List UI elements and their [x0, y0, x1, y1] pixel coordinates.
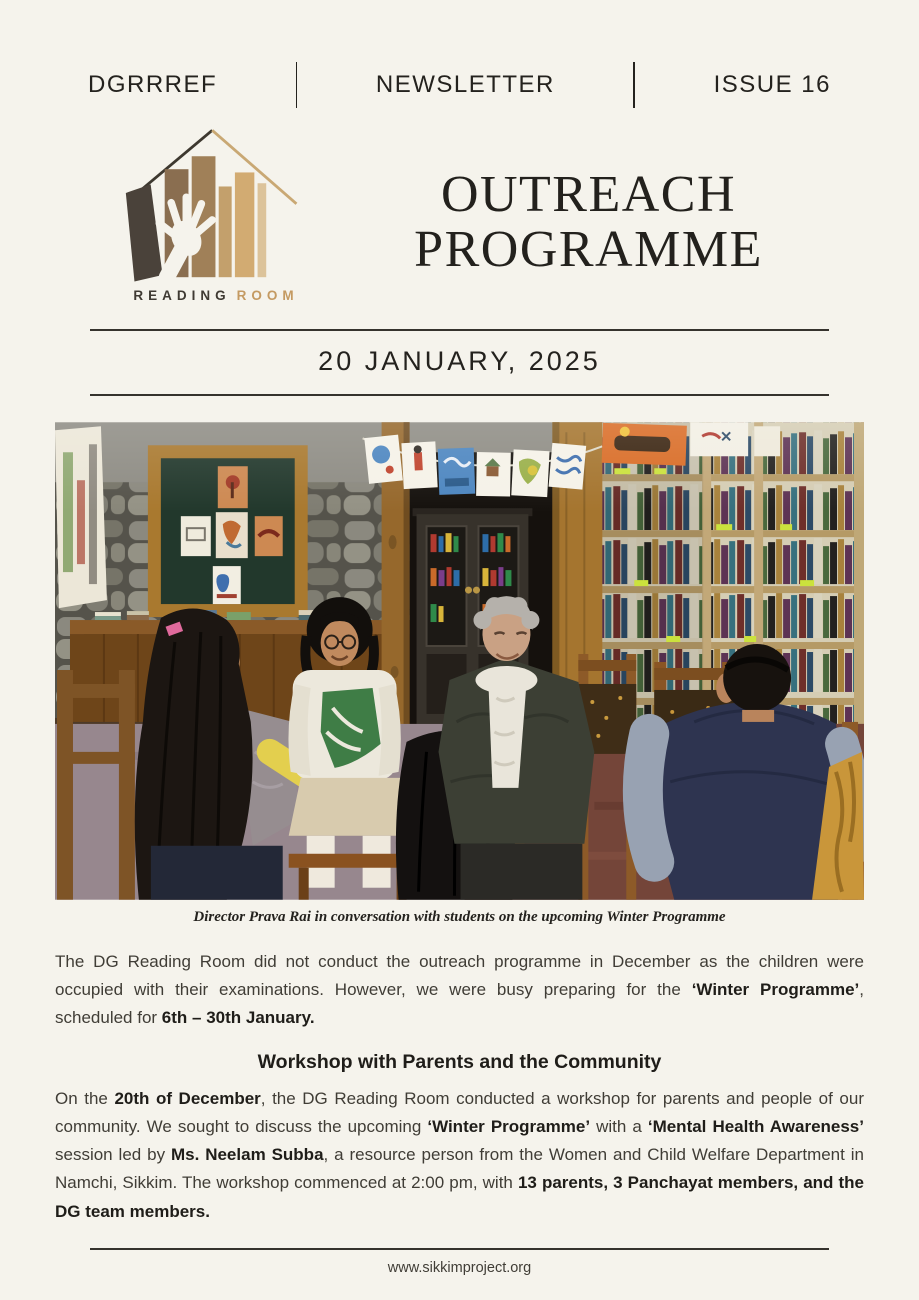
section-heading: Workshop with Parents and the Community [257, 1050, 662, 1073]
footer [90, 1248, 829, 1276]
header-divider [633, 62, 635, 108]
header-divider [296, 62, 298, 108]
newsletter-title [336, 168, 919, 303]
footer-url: www.sikkimproject.org [387, 1259, 532, 1276]
logo-wordmark: READING ROOM [133, 288, 299, 303]
issue-label: ISSUE 16 [713, 71, 831, 98]
outreach-photo [55, 422, 864, 900]
brand-label: DGRRREF [88, 71, 218, 98]
title-line-1: OUTREACH [440, 166, 737, 223]
reading-room-logo [96, 126, 336, 303]
reading-room-logo-icon [121, 126, 311, 288]
photo-caption: Director Prava Rai in conversation with students on the upcoming Winter Programme [193, 909, 726, 925]
newsletter-label: NEWSLETTER [375, 71, 555, 98]
paragraph-1: The DG Reading Room did not conduct the outreach programme in December as the children were occupied with their examinations. However, we were busy preparing for the ‘Winter Programme’, scheduled for 6th – 30th January. [55, 952, 864, 1028]
paragraph-2: On the 20th of December, the DG Reading Room conducted a workshop for parents and people of our community. We sought to discuss the upcoming ‘Winter Programme’ with a ‘Mental Health Awareness’ session led by Ms. Neelam Subba, a resource person from the Women and Child Welfare Department in Namchi, Sikkim. The workshop commenced at 2:00 pm, with 13 parents, 3 Panchayat members, and the DG team members. [55, 1088, 864, 1221]
title-line-2: PROGRAMME [414, 220, 763, 278]
dateline: 20 JANUARY, 2025 [90, 329, 829, 396]
masthead [0, 126, 919, 303]
masthead-header [88, 0, 831, 108]
outreach-photo-illustration [55, 422, 864, 900]
